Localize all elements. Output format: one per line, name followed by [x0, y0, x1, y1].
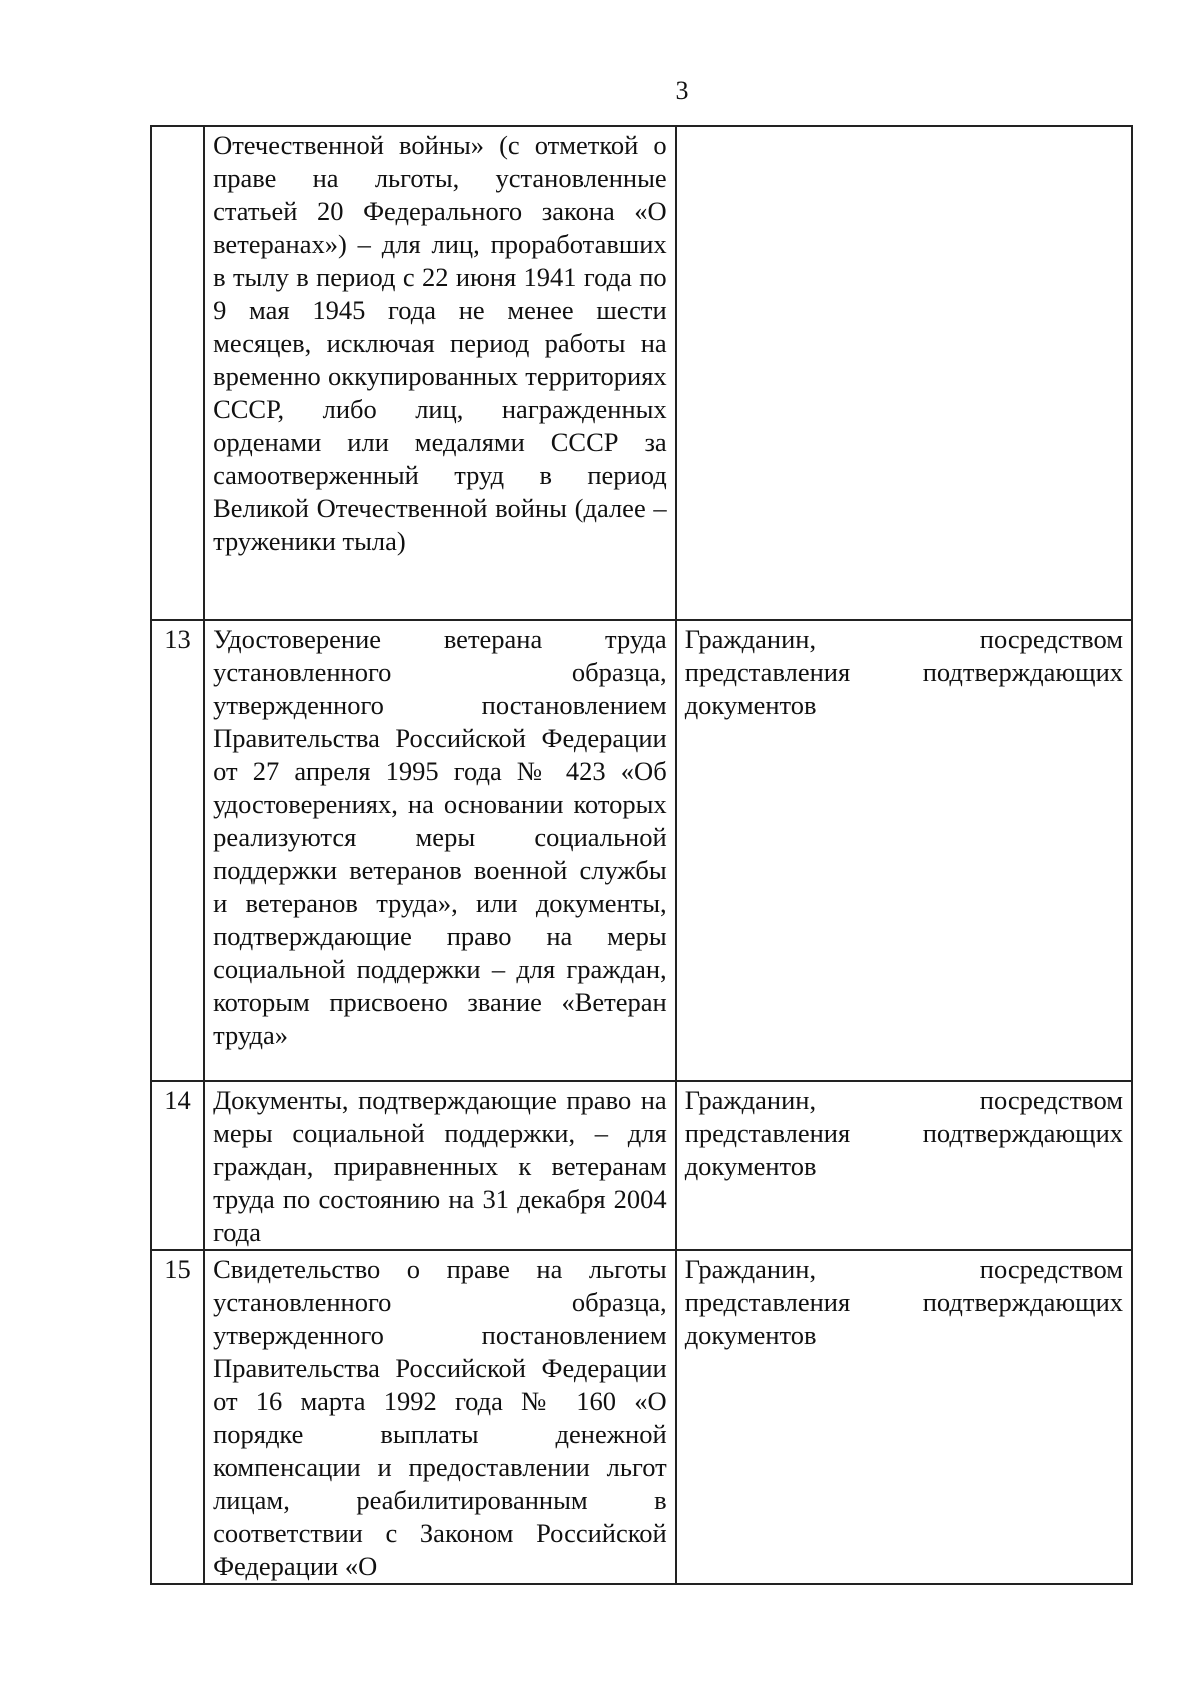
row-number-cell: 15	[151, 1250, 204, 1584]
page-number: 3	[675, 76, 689, 105]
document-text: Отечественной войны» (с отметкой о праве на льготы, установленные статьей 20 Федерального закона «О ветеранах») – для лиц, проработавших в тылу в период с 22 июня 1941 года по 9 мая 1945 года не менее шести месяцев, исключая период работы на временно оккупированных территориях СССР, либо лиц, награжденных орденами или медалями СССР за самоотверженный труд в период Великой Отечественной войны (далее – труженики тыла)	[213, 130, 667, 556]
row-number-cell: 13	[151, 620, 204, 1081]
table-row	[151, 620, 1132, 1081]
document-cell	[204, 126, 676, 620]
submitter-cell	[676, 1081, 1132, 1250]
table-row	[151, 1081, 1132, 1250]
row-number-cell	[151, 126, 204, 620]
table-row	[151, 1250, 1132, 1584]
submitter-text: Гражданин, посредством представления подтверждающих документов	[684, 1254, 1123, 1350]
row-number-cell: 14	[151, 1081, 204, 1250]
document-text: Документы, подтверждающие право на меры социальной поддержки, – для граждан, приравненных к ветеранам труда по состоянию на 31 декабря 2004 года	[213, 1085, 667, 1247]
document-text: Свидетельство о праве на льготы установленного образца, утвержденного постановлением Правительства Российской Федерации от 16 марта 1992 года № 160 «О порядке выплаты денежной компенсации и предоставлении льгот лицам, реабилитированным в соответствии с Законом Российской Федерации «О	[213, 1254, 667, 1581]
submitter-cell	[676, 1250, 1132, 1584]
document-cell	[204, 1250, 676, 1584]
submitter-text: Гражданин, посредством представления подтверждающих документов	[684, 624, 1123, 720]
document-text: Удостоверение ветерана труда установленного образца, утвержденного постановлением Правительства Российской Федерации от 27 апреля 1995 года № 423 «Об удостоверениях, на основании которых реализуются меры социальной поддержки ветеранов военной службы и ветеранов труда», или документы, подтверждающие право на меры социальной поддержки – для граждан, которым присвоено звание «Ветеран труда»	[213, 624, 667, 1050]
submitter-cell	[676, 620, 1132, 1081]
document-cell	[204, 620, 676, 1081]
documents-table	[150, 125, 1133, 1585]
submitter-cell	[676, 126, 1132, 620]
document-cell	[204, 1081, 676, 1250]
table-row	[151, 126, 1132, 620]
submitter-text: Гражданин, посредством представления подтверждающих документов	[684, 1085, 1123, 1181]
